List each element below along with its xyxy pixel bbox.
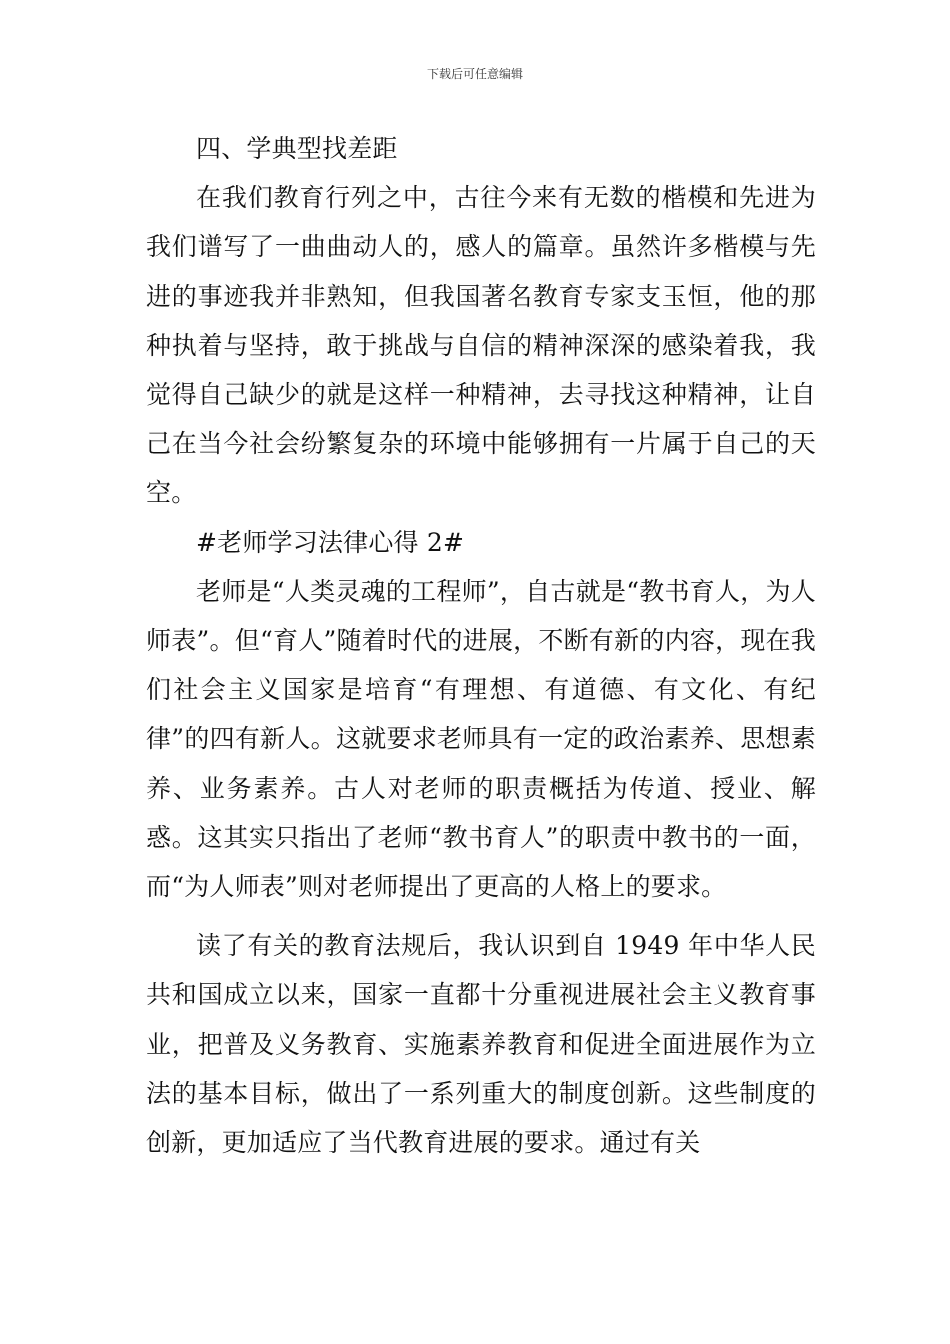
page-header: 下载后可任意编辑 bbox=[426, 67, 523, 81]
paragraph: 读了有关的教育法规后，我认识到自 1949 年中华人民共和国成立以来，国家一直都十分重视进展社会主义教育事业，把普及义务教育、实施素养教育和促进全面进展作为立法的基本目标，做出了一系列重大的制度创新。这些制度的创新，更加适应了当代教育进展的要求。通过有关 bbox=[146, 931, 816, 1158]
document-body bbox=[146, 124, 816, 1167]
article-title: #老师学习法律心得 2# bbox=[196, 527, 465, 557]
section-heading: 四、学典型找差距 bbox=[196, 134, 398, 163]
paragraph: 老师是“人类灵魂的工程师”，自古就是“教书育人，为人师表”。但“育人”随着时代的进展，不断有新的内容，现在我们社会主义国家是培育“有理想、有道德、有文化、有纪律”的四有新人。这就要求老师具有一定的政治素养、思想素养、业务素养。古人对老师的职责概括为传道、授业、解惑。这其实只指出了老师“教书育人”的职责中教书的一面，而“为人师表”则对老师提出了更高的人格上的要求。 bbox=[146, 576, 816, 902]
paragraph: 在我们教育行列之中，古往今来有无数的楷模和先进为我们谱写了一曲曲动人的，感人的篇章。虽然许多楷模与先进的事迹我并非熟知，但我国著名教育专家支玉恒，他的那种执着与坚持，敢于挑战与自信的精神深深的感染着我，我觉得自己缺少的就是这样一种精神，去寻找这种精神，让自己在当今社会纷繁复杂的环境中能够拥有一片属于自己的天空。 bbox=[146, 183, 816, 508]
